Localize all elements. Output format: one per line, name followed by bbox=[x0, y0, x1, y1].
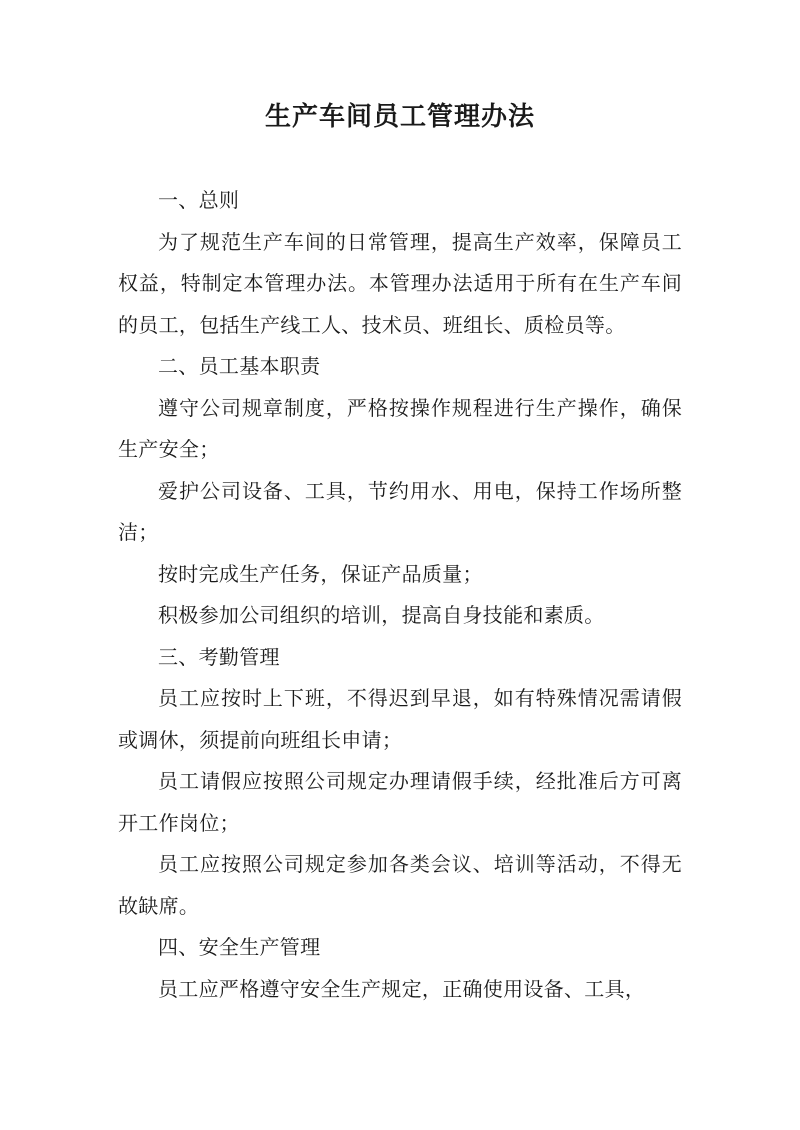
paragraph-general-purpose: 为了规范生产车间的日常管理，提高生产效率，保障员工权益，特制定本管理办法。本管理办法适用于所有在生产车间的员工，包括生产线工人、技术员、班组长、质检员等。 bbox=[118, 229, 682, 337]
list-item-duty-2: 爱护公司设备、工具，节约用水、用电，保持工作场所整洁； bbox=[118, 478, 682, 544]
section-heading-safety: 四、安全生产管理 bbox=[158, 935, 321, 959]
section-heading-duties: 二、员工基本职责 bbox=[158, 354, 321, 378]
list-item-duty-3: 按时完成生产任务，保证产品质量； bbox=[158, 561, 483, 586]
section-heading-attendance: 三、考勤管理 bbox=[158, 644, 280, 669]
list-item-attendance-3: 员工应按照公司规定参加各类会议、培训等活动，不得无故缺席。 bbox=[118, 852, 682, 918]
list-item-duty-4: 积极参加公司组织的培训，提高自身技能和素质。 bbox=[158, 603, 605, 627]
section-heading-general: 一、总则 bbox=[158, 188, 240, 212]
list-item-duty-1: 遵守公司规章制度，严格按操作规程进行生产操作，确保生产安全； bbox=[118, 395, 682, 461]
list-item-safety-1: 员工应严格遵守安全生产规定，正确使用设备、工具， bbox=[158, 976, 646, 1001]
document-title: 生产车间员工管理办法 bbox=[264, 102, 535, 132]
list-item-attendance-1: 员工应按时上下班，不得迟到早退，如有特殊情况需请假或调休，须提前向班组长申请； bbox=[118, 686, 682, 752]
document-body bbox=[118, 180, 682, 1010]
list-item-attendance-2: 员工请假应按照公司规定办理请假手续，经批准后方可离开工作岗位； bbox=[118, 769, 682, 835]
